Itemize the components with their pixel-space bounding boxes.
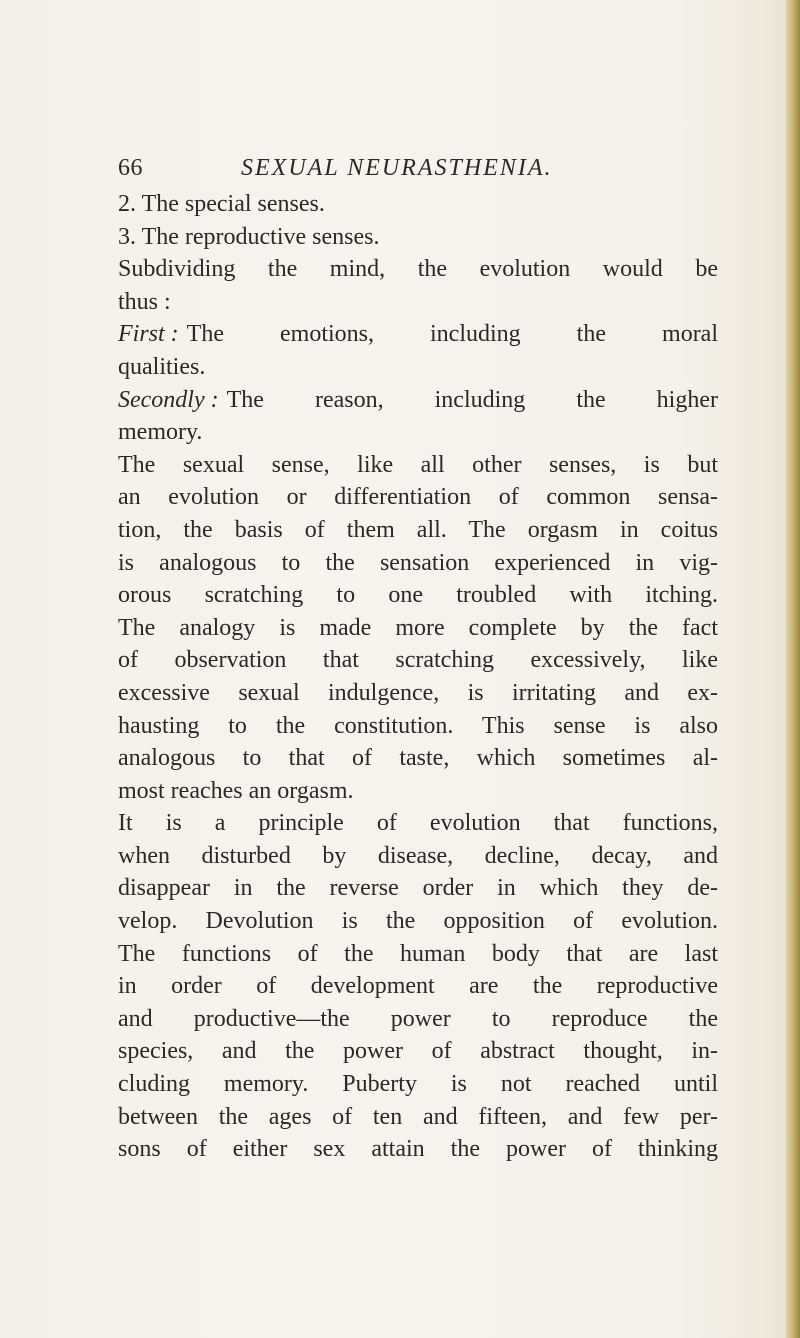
text-line-secondly [118, 384, 718, 417]
body-text [118, 188, 718, 1166]
text-line: The analogy is made more complete by the fact [118, 614, 718, 641]
label-first: First : [118, 321, 179, 348]
text-line-rest: The emotions, including the moral [186, 321, 718, 348]
text-line: in order of development are the reproductive [118, 973, 718, 1000]
text-line: orous scratching to one troubled with itching. [118, 582, 718, 609]
text-line: The sexual sense, like all other senses, is but [118, 451, 718, 478]
text-line: analogous to that of taste, which sometimes al- [118, 745, 718, 772]
page-binding-edge [786, 0, 800, 1338]
text-line: sons of either sex attain the power of thinking [118, 1136, 718, 1163]
text-line: qualities. [118, 353, 206, 380]
text-line: between the ages of ten and fifteen, and few per- [118, 1103, 718, 1130]
text-line: memory. [118, 419, 203, 446]
text-line: It is a principle of evolution that functions, [118, 810, 718, 837]
text-line: of observation that scratching excessively, like [118, 647, 718, 674]
running-title: SEXUAL NEURASTHENIA. [241, 155, 553, 181]
text-line-first [118, 318, 718, 351]
text-line: Subdividing the mind, the evolution would be [118, 256, 718, 283]
text-line: cluding memory. Puberty is not reached until [118, 1071, 718, 1098]
text-line: 3. The reproductive senses. [118, 223, 380, 250]
text-line: hausting to the constitution. This sense is also [118, 712, 718, 739]
text-line: most reaches an orgasm. [118, 777, 354, 804]
text-line: 2. The special senses. [118, 191, 325, 217]
text-line: is analogous to the sensation experienced in vig- [118, 549, 718, 576]
running-head [118, 150, 718, 186]
text-line: excessive sexual indulgence, is irritating and ex- [118, 679, 718, 706]
label-secondly: Secondly : [118, 386, 219, 413]
text-line: species, and the power of abstract thought, in- [118, 1038, 718, 1065]
text-line: The functions of the human body that are last [118, 940, 718, 967]
text-line-rest: The reason, including the higher [226, 386, 718, 413]
page-number: 66 [118, 155, 143, 181]
text-line: and productive—the power to reproduce the [118, 1005, 718, 1032]
text-line: when disturbed by disease, decline, decay, and [118, 842, 718, 869]
text-line: tion, the basis of them all. The orgasm in coitus [118, 516, 718, 543]
text-line: velop. Devolution is the opposition of evolution. [118, 908, 718, 935]
text-line: an evolution or differentiation of common sensa- [118, 484, 718, 511]
text-line: thus : [118, 288, 171, 315]
text-line: disappear in the reverse order in which they de- [118, 875, 718, 902]
